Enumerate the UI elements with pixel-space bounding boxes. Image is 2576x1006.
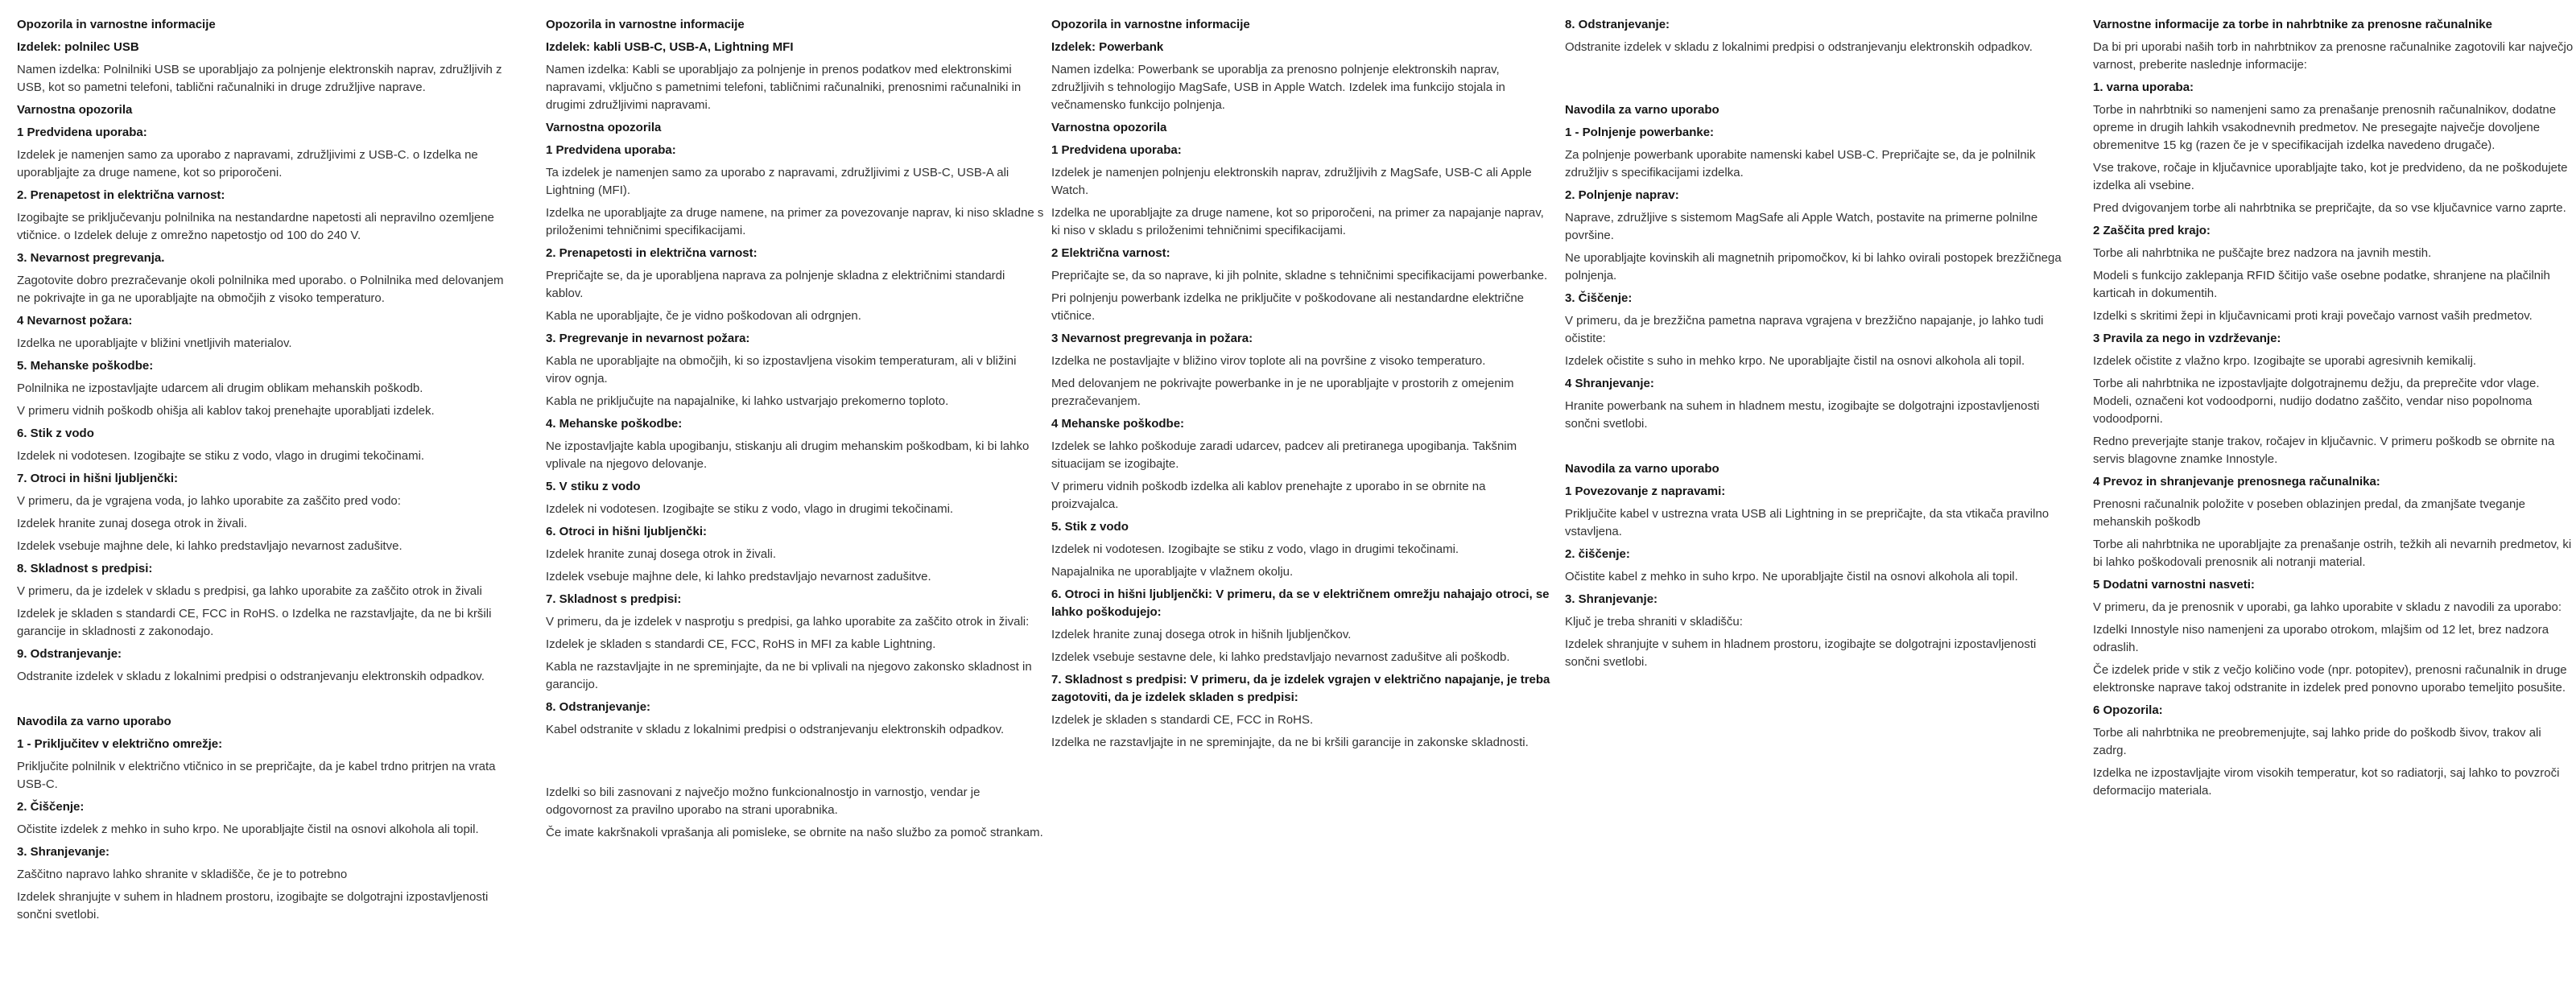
section-heading: 3. Čiščenje: [1565,291,1633,305]
section-heading: Varnostne informacije za torbe in nahrbtnike za prenosne računalnike [2093,18,2492,31]
paragraph: V primeru vidnih poškodb izdelka ali kablov prenehajte z uporabo in se obrnite na proizvajalca. [1051,480,1486,511]
paragraph: Naprave, združljive s sistemom MagSafe ali Apple Watch, postavite na primerne polnilne površine. [1565,211,2038,242]
paragraph: Priključite kabel v ustrezna vrata USB ali Lightning in se prepričajte, da sta vtikača pravilno vstavljena. [1565,507,2050,538]
paragraph: Zaščitno napravo lahko shranite v skladišče, če je to potrebno [17,868,348,881]
column-usb-charger [17,16,516,929]
section-heading: Navodila za varno uporabo [1565,462,1719,476]
paragraph: Če imate kakršnakoli vprašanja ali pomisleke, se obrnite na našo službo za pomoč strankam. [546,826,1043,839]
section-heading: 6 Opozorila: [2093,703,2163,717]
paragraph: Kabla ne uporabljajte na območjih, ki so izpostavljena visokim temperaturam, ali v bližini virov ognja. [546,354,1017,385]
paragraph: Odstranite izdelek v skladu z lokalnimi predpisi o odstranjevanju elektronskih odpadkov. [1565,40,2033,54]
paragraph: Zagotovite dobro prezračevanje okoli polnilnika med uporabo. o Polnilnika med delovanjem ne pokrivajte in ga ne uporabljajte na območjih z visoko temperaturo. [17,274,504,305]
paragraph: V primeru, da je izdelek v skladu s predpisi, ga lahko uporabite za zaščito otrok in živali [17,584,482,598]
section-heading: Opozorila in varnostne informacije [1051,18,1250,31]
section-heading: 4 Shranjevanje: [1565,377,1654,390]
paragraph: Priključite polnilnik v električno vtičnico in se prepričajte, da je kabel trdno pritrjen na vrata USB-C. [17,760,496,791]
paragraph: Kabla ne priključujte na napajalnike, ki lahko ustvarjajo prekomerno toploto. [546,394,949,408]
paragraph: Vse trakove, ročaje in ključavnice uporabljajte tako, kot je predvideno, da ne poškodujete izdelka ali vsebine. [2093,161,2568,192]
paragraph: Hranite powerbank na suhem in hladnem mestu, izogibajte se dolgotrajni izpostavljenosti sončni svetlobi. [1565,399,2040,431]
paragraph: Izdelka ne uporabljajte v bližini vnetljivih materialov. [17,336,292,350]
section-heading: 8. Skladnost s predpisi: [17,562,153,575]
section-heading: 6. Otroci in hišni ljubljenčki: V primeru, da se v električnem omrežju nahajajo otroci, se lahko poškodujejo: [1051,588,1550,619]
paragraph: Izdelek ni vodotesen. Izogibajte se stiku z vodo, vlago in drugimi tekočinami. [1051,542,1459,556]
paragraph: Izdelek je namenjen polnjenju elektronskih naprav, združljivih z MagSafe, USB-C ali Apple Watch. [1051,166,1532,197]
section-heading: 8. Odstranjevanje: [546,700,651,714]
column-laptop-bags [2093,16,2576,805]
spacer [546,744,1045,779]
paragraph: Med delovanjem ne pokrivajte powerbanke in je ne uporabljajte v prostorih z omejenim prezračevanjem. [1051,377,1514,408]
paragraph: Izogibajte se priključevanju polnilnika na nestandardne napetosti ali nepravilno ozemljene vtičnice. o Izdelek deluje z omrežno napetostjo od 100 do 240 V. [17,211,494,242]
paragraph: Izdelek očistite z vlažno krpo. Izogibajte se uporabi agresivnih kemikalij. [2093,354,2477,368]
section-heading: 1 Predvidena uporaba: [546,143,676,157]
paragraph: Izdelek očistite s suho in mehko krpo. Ne uporabljajte čistil na osnovi alkohola ali topil. [1565,354,2025,368]
spacer [17,691,516,708]
paragraph: Ta izdelek je namenjen samo za uporabo z napravami, združljivimi z USB-C, USB-A ali Lightning (MFI). [546,166,1009,197]
section-heading: 1. varna uporaba: [2093,80,2194,94]
paragraph: V primeru, da je izdelek v nasprotju s predpisi, ga lahko uporabite za zaščito otrok in živali: [546,615,1030,629]
paragraph: Izdelek ni vodotesen. Izogibajte se stiku z vodo, vlago in drugimi tekočinami. [17,449,425,463]
section-heading: 6. Stik z vodo [17,427,94,440]
section-heading: 3. Pregrevanje in nevarnost požara: [546,332,750,345]
section-heading: 3 Pravila za nego in vzdrževanje: [2093,332,2281,345]
paragraph: Izdelek shranjujte v suhem in hladnem prostoru, izogibajte se dolgotrajni izpostavljenosti sončni svetlobi. [17,890,489,921]
section-heading: 4 Nevarnost požara: [17,314,133,328]
section-heading: 2. Čiščenje: [17,800,85,814]
paragraph: Izdelka ne uporabljajte za druge namene, na primer za povezovanje naprav, ki niso skladne s priloženimi tehničnimi specifikacijami. [546,206,1044,237]
paragraph: Kabel odstranite v skladu z lokalnimi predpisi o odstranjevanju elektronskih odpadkov. [546,723,1005,736]
section-heading: 7. Otroci in hišni ljubljenčki: [17,472,179,485]
paragraph: Namen izdelka: Powerbank se uporablja za prenosno polnjenje elektronskih naprav, združljivih s tehnologijo MagSafe, USB in Apple Watch. Izdelek ima funkcijo stojala in večnamensko funkcijo polnjenja. [1051,63,1505,112]
section-heading: Izdelek: Powerbank [1051,40,1164,54]
paragraph: Ne uporabljajte kovinskih ali magnetnih pripomočkov, ki bi lahko ovirali postopek brezžičnega polnjenja. [1565,251,2062,282]
section-heading: 4. Mehanske poškodbe: [546,417,683,431]
spacer [1565,438,2064,456]
section-heading: Opozorila in varnostne informacije [17,18,216,31]
section-heading: Navodila za varno uporabo [17,715,171,728]
section-heading: Izdelek: kabli USB-C, USB-A, Lightning MFI [546,40,794,54]
paragraph: Prepričajte se, da so naprave, ki jih polnite, skladne s tehničnimi specifikacijami powerbanke. [1051,269,1548,282]
paragraph: Kabla ne razstavljajte in ne spreminjajte, da ne bi vplivali na njegovo zakonsko skladnost in garancijo. [546,660,1032,691]
paragraph: Izdelek je skladen s standardi CE, FCC in RoHS. o Izdelka ne razstavljajte, da ne bi kršili garancije in skladnosti z zakonodajo. [17,607,492,638]
paragraph: Prenosni računalnik položite v poseben oblazinjen predal, da zmanjšate tveganje mehanskih poškodb [2093,497,2526,529]
paragraph: Izdelek se lahko poškoduje zaradi udarcev, padcev ali pretiranega upogibanja. Takšnim situacijam se izogibajte. [1051,439,1517,471]
paragraph: Za polnjenje powerbank uporabite namenski kabel USB-C. Prepričajte se, da je polnilnik združljiv s specifikacijami izdelka. [1565,148,2036,179]
paragraph: Izdelek shranjujte v suhem in hladnem prostoru, izogibajte se dolgotrajni izpostavljenosti sončni svetlobi. [1565,637,2037,669]
section-heading: 2. Prenapetost in električna varnost: [17,188,225,202]
section-heading: 7. Skladnost s predpisi: [546,592,682,606]
section-heading: 9. Odstranjevanje: [17,647,122,661]
section-heading: Navodila za varno uporabo [1565,103,1719,117]
paragraph: Torbe in nahrbtniki so namenjeni samo za prenašanje prenosnih računalnikov, dodatne opreme in drugih lahkih vsakodnevnih predmetov. Ne presegajte največje dovoljene obremenitve 15 kg (razen če je v specifikacijah izdelka navedeno drugače). [2093,103,2557,152]
paragraph: Pred dvigovanjem torbe ali nahrbtnika se prepričajte, da so vse ključavnice varno zaprte. [2093,201,2566,215]
paragraph: Izdelka ne izpostavljajte virom visokih temperatur, kot so radiatorji, saj lahko to povzroči deformacijo materiala. [2093,766,2560,798]
paragraph: Ne izpostavljajte kabla upogibanju, stiskanju ali drugim mehanskim poškodbam, ki bi lahko vplivale na njegovo delovanje. [546,439,1030,471]
paragraph: Namen izdelka: Polnilniki USB se uporabljajo za polnjenje elektronskih naprav, združljivih z USB, kot so pametni telefoni, tablični računalniki in druge združljive naprave. [17,63,502,94]
paragraph: Izdelka ne postavljajte v bližino virov toplote ali na površine z visoko temperaturo. [1051,354,1486,368]
paragraph: Izdelki so bili zasnovani z največjo možno funkcionalnostjo in varnostjo, vendar je odgovornost za pravilno uporabo na strani uporabnika. [546,785,980,817]
paragraph: Torbe ali nahrbtnika ne izpostavljajte dolgotrajnemu dežju, da preprečite vdor vlage. Modeli, označeni kot vodoodporni, nudijo dodatno zaščito, vendar niso popolnoma vodoodporni. [2093,377,2540,426]
section-heading: 6. Otroci in hišni ljubljenčki: [546,525,708,538]
paragraph: Očistite kabel z mehko in suho krpo. Ne uporabljajte čistil na osnovi alkohola ali topil. [1565,570,2018,583]
section-heading: 3. Shranjevanje: [17,845,110,859]
paragraph: Torbe ali nahrbtnika ne puščajte brez nadzora na javnih mestih. [2093,246,2432,260]
section-heading: 4 Prevoz in shranjevanje prenosnega računalnika: [2093,475,2380,489]
section-heading: 5. Stik z vodo [1051,520,1129,534]
paragraph: Če izdelek pride v stik z večjo količino vode (npr. potopitev), prenosni računalnik in druge elektronske naprave takoj odstranite in izdelek pred ponovno uporabo temeljito posušite. [2093,663,2567,695]
paragraph: Kabla ne uporabljajte, če je vidno poškodovan ali odrgnjen. [546,309,861,323]
section-heading: 8. Odstranjevanje: [1565,18,1670,31]
section-heading: 3. Nevarnost pregrevanja. [17,251,165,265]
paragraph: Ključ je treba shraniti v skladišču: [1565,615,1743,629]
section-heading: 3. Shranjevanje: [1565,592,1658,606]
column-powerbank [1051,16,1550,757]
paragraph: Izdelek hranite zunaj dosega otrok in živali. [17,517,247,530]
column-powerbank-instructions [1565,16,2064,676]
paragraph: Torbe ali nahrbtnika ne uporabljajte za prenašanje ostrih, težkih ali nevarnih predmetov, ki bi lahko poškodovali prenosnik ali notranji material. [2093,538,2572,569]
section-heading: Opozorila in varnostne informacije [546,18,745,31]
paragraph: Napajalnika ne uporabljajte v vlažnem okolju. [1051,565,1294,579]
section-heading: 4 Mehanske poškodbe: [1051,417,1185,431]
section-heading: 5. V stiku z vodo [546,480,641,493]
section-heading: 1 Predvidena uporaba: [17,126,147,139]
paragraph: V primeru vidnih poškodb ohišja ali kablov takoj prenehajte uporabljati izdelek. [17,404,435,418]
column-cables [546,16,1045,847]
paragraph: Očistite izdelek z mehko in suho krpo. Ne uporabljajte čistil na osnovi alkohola ali topil. [17,823,479,836]
section-heading: 1 Povezovanje z napravami: [1565,484,1726,498]
section-heading: 3 Nevarnost pregrevanja in požara: [1051,332,1253,345]
paragraph: Izdelek hranite zunaj dosega otrok in živali. [546,547,776,561]
paragraph: Modeli s funkcijo zaklepanja RFID ščitijo vaše osebne podatke, shranjene na plačilnih karticah in dokumentih. [2093,269,2550,300]
paragraph: Torbe ali nahrbtnika ne preobremenjujte, saj lahko pride do poškodb šivov, trakov ali zadrg. [2093,726,2541,757]
paragraph: Izdelka ne uporabljajte za druge namene, kot so priporočeni, na primer za napajanje naprav, ki niso v skladu s priloženimi tehničnimi specifikacijami. [1051,206,1544,237]
section-heading: 2 Zaščita pred krajo: [2093,224,2211,237]
section-heading: 1 Predvidena uporaba: [1051,143,1182,157]
section-heading: 2. čiščenje: [1565,547,1630,561]
paragraph: V primeru, da je prenosnik v uporabi, ga lahko uporabite v skladu z navodili za uporabo: [2093,600,2562,614]
spacer [1565,61,2064,97]
section-heading: 2. Polnjenje naprav: [1565,188,1679,202]
paragraph: V primeru, da je vgrajena voda, jo lahko uporabite za zaščito pred vodo: [17,494,401,508]
section-heading: Varnostna opozorila [17,103,133,117]
paragraph: Da bi pri uporabi naših torb in nahrbtnikov za prenosne računalnike zagotovili kar največjo varnost, preberite naslednje informacije: [2093,40,2574,72]
paragraph: V primeru, da je brezžična pametna naprava vgrajena v brezžično napajanje, jo lahko tudi očistite: [1565,314,2044,345]
paragraph: Izdelek vsebuje majhne dele, ki lahko predstavljajo nevarnost zadušitve. [17,539,402,553]
section-heading: 1 - Priključitev v električno omrežje: [17,737,223,751]
paragraph: Prepričajte se, da je uporabljena naprava za polnjenje skladna z električnimi standardi kablov. [546,269,1005,300]
paragraph: Namen izdelka: Kabli se uporabljajo za polnjenje in prenos podatkov med elektronskimi napravami, vključno s pametnimi telefoni, tabličnimi računalniki, prenosnimi računalniki in drugimi združljivimi napravami. [546,63,1022,112]
section-heading: 2 Električna varnost: [1051,246,1170,260]
section-heading: 7. Skladnost s predpisi: V primeru, da je izdelek vgrajen v električno napajanje, je treba zagotoviti, da je izdelek skladen s predpisi: [1051,673,1550,704]
section-heading: 5. Mehanske poškodbe: [17,359,154,373]
paragraph: Izdelek ni vodotesen. Izogibajte se stiku z vodo, vlago in drugimi tekočinami. [546,502,954,516]
section-heading: 1 - Polnjenje powerbanke: [1565,126,1715,139]
paragraph: Polnilnika ne izpostavljajte udarcem ali drugim oblikam mehanskih poškodb. [17,381,423,395]
section-heading: 5 Dodatni varnostni nasveti: [2093,578,2255,592]
section-heading: Varnostna opozorila [1051,121,1167,134]
paragraph: Izdelek je skladen s standardi CE, FCC in RoHS. [1051,713,1314,727]
paragraph: Redno preverjajte stanje trakov, ročajev in ključavnic. V primeru poškodb se obrnite na servis blagovne znamke Innostyle. [2093,435,2555,466]
section-heading: Izdelek: polnilec USB [17,40,139,54]
paragraph: Izdelek vsebuje sestavne dele, ki lahko predstavljajo nevarnost zadušitve ali poškodb. [1051,650,1510,664]
paragraph: Pri polnjenju powerbank izdelka ne priključite v poškodovane ali nestandardne električne vtičnice. [1051,291,1525,323]
paragraph: Izdelka ne razstavljajte in ne spreminjajte, da ne bi kršili garancije in zakonske skladnosti. [1051,736,1529,749]
section-heading: 2. Prenapetosti in električna varnost: [546,246,758,260]
paragraph: Izdelek hranite zunaj dosega otrok in hišnih ljubljenčkov. [1051,628,1352,641]
paragraph: Izdelki s skritimi žepi in ključavnicami proti kraji povečajo varnost vaših predmetov. [2093,309,2533,323]
section-heading: Varnostna opozorila [546,121,662,134]
paragraph: Izdelek je namenjen samo za uporabo z napravami, združljivimi z USB-C. o Izdelka ne uporabljajte za druge namene, kot so priporočeni. [17,148,478,179]
paragraph: Izdelki Innostyle niso namenjeni za uporabo otrokom, mlajšim od 12 let, brez nadzora odraslih. [2093,623,2549,654]
paragraph: Izdelek vsebuje majhne dele, ki lahko predstavljajo nevarnost zadušitve. [546,570,931,583]
paragraph: Izdelek je skladen s standardi CE, FCC, RoHS in MFI za kable Lightning. [546,637,936,651]
paragraph: Odstranite izdelek v skladu z lokalnimi predpisi o odstranjevanju elektronskih odpadkov. [17,670,485,683]
